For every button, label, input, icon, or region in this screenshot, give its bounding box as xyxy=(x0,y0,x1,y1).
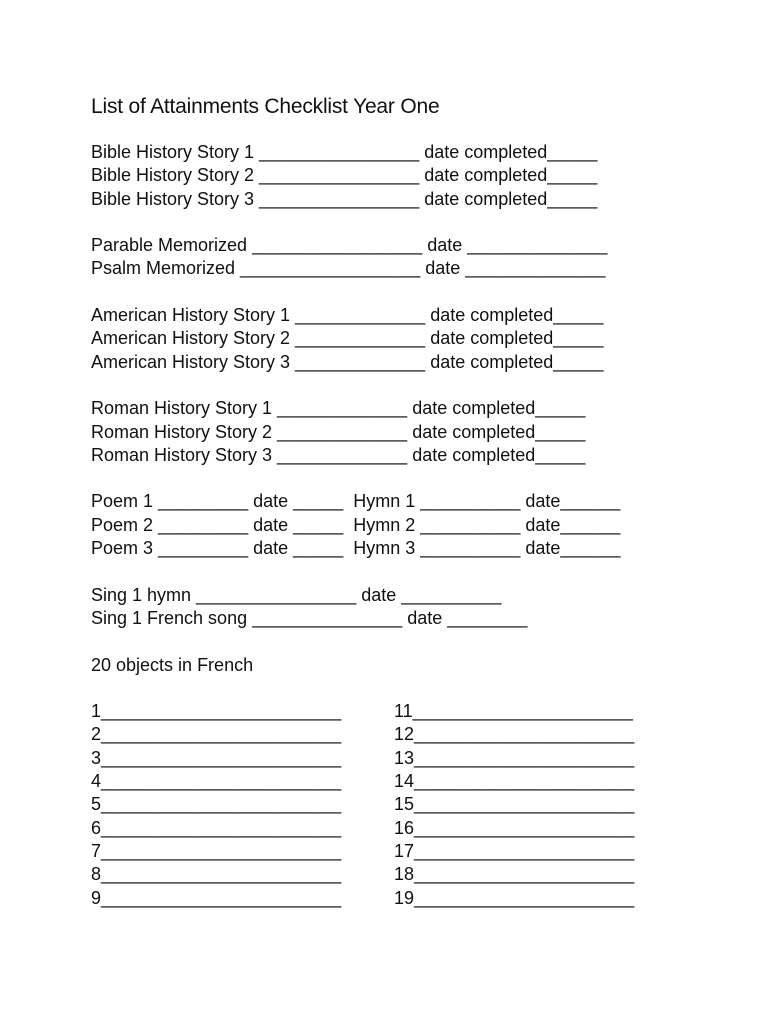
poem-hymn-3-line: Poem 3 _________ date _____ Hymn 3 __________ date______ xyxy=(91,538,621,559)
american-history-2-line: American History Story 2 _____________ date completed_____ xyxy=(91,328,604,349)
french-object-11: 11______________________ xyxy=(393,701,633,722)
french-object-6: 6________________________ xyxy=(91,817,342,838)
french-object-16: 16______________________ xyxy=(393,817,635,838)
french-object-12: 12______________________ xyxy=(393,724,635,745)
page-title: List of Attainments Checklist Year One xyxy=(91,95,440,118)
french-objects-heading: 20 objects in French xyxy=(91,654,254,675)
french-object-3: 3________________________ xyxy=(91,747,342,768)
french-object-14: 14______________________ xyxy=(393,771,635,792)
french-object-15: 15______________________ xyxy=(393,794,635,815)
french-object-1: 1________________________ xyxy=(91,701,342,722)
french-object-18: 18______________________ xyxy=(393,864,635,885)
roman-history-2-line: Roman History Story 2 _____________ date completed_____ xyxy=(91,421,586,442)
french-objects-right-column xyxy=(394,700,691,910)
roman-history-1-line: Roman History Story 1 _____________ date completed_____ xyxy=(91,398,586,419)
french-object-9: 9________________________ xyxy=(91,887,342,908)
bible-story-2-line: Bible History Story 2 ________________ date completed_____ xyxy=(91,165,598,186)
french-object-17: 17______________________ xyxy=(393,840,635,861)
french-object-4: 4________________________ xyxy=(91,771,342,792)
psalm-memorized-line: Psalm Memorized __________________ date ______________ xyxy=(91,258,606,279)
american-history-3-line: American History Story 3 _____________ date completed_____ xyxy=(91,351,604,372)
checklist-page xyxy=(91,93,691,910)
french-object-5: 5________________________ xyxy=(91,794,342,815)
poem-hymn-1-line: Poem 1 _________ date _____ Hymn 1 __________ date______ xyxy=(91,491,621,512)
sing-french-song-line: Sing 1 French song _______________ date ________ xyxy=(91,607,528,628)
parable-memorized-line: Parable Memorized _________________ date ______________ xyxy=(91,235,608,256)
french-object-13: 13______________________ xyxy=(393,747,635,768)
french-object-2: 2________________________ xyxy=(91,724,342,745)
french-object-19: 19______________________ xyxy=(393,887,635,908)
poem-hymn-2-line: Poem 2 _________ date _____ Hymn 2 __________ date______ xyxy=(91,514,621,535)
bible-story-1-line: Bible History Story 1 ________________ date completed_____ xyxy=(91,142,598,162)
sing-hymn-line: Sing 1 hymn ________________ date __________ xyxy=(91,584,502,605)
french-objects-list xyxy=(91,700,691,910)
bible-story-3-line: Bible History Story 3 ________________ date completed_____ xyxy=(91,188,598,209)
french-object-8: 8________________________ xyxy=(91,864,342,885)
french-objects-left-column xyxy=(91,700,394,910)
roman-history-3-line: Roman History Story 3 _____________ date completed_____ xyxy=(91,444,586,465)
american-history-1-line: American History Story 1 _____________ date completed_____ xyxy=(91,305,604,326)
french-object-7: 7________________________ xyxy=(91,840,342,861)
